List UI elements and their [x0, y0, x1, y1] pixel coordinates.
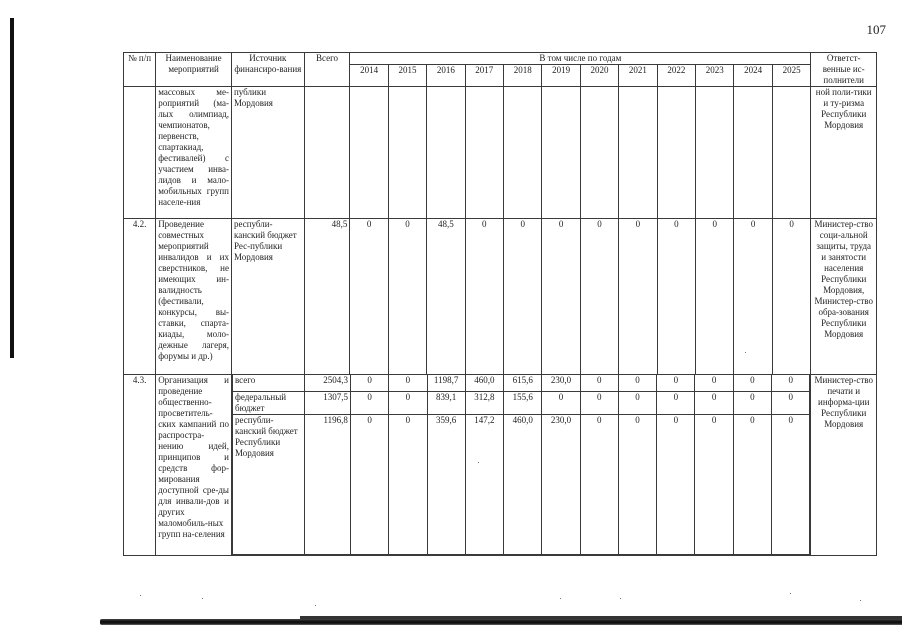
subrow-value: 0 — [542, 391, 580, 414]
subrow — [232, 414, 809, 554]
subrow-value: 147,2 — [465, 414, 503, 554]
row-value: 0 — [772, 219, 811, 375]
subrow-source: всего — [232, 375, 304, 391]
subrow-value: 0 — [772, 414, 810, 554]
subrow-value: 0 — [657, 391, 695, 414]
header-year: 2024 — [734, 65, 772, 87]
row-value: 0 — [542, 219, 580, 375]
scan-speck — [560, 598, 561, 599]
row-value — [580, 87, 618, 219]
header-year: 2021 — [619, 65, 657, 87]
header-source: Источник финансиро-вания — [231, 53, 304, 87]
header-by-years: В том числе по годам — [350, 53, 811, 65]
subrow-value: 359,6 — [427, 414, 465, 554]
row-value — [542, 87, 580, 219]
header-year: 2020 — [580, 65, 618, 87]
subrow-value: 460,0 — [465, 375, 503, 391]
subrow-value: 230,0 — [542, 414, 580, 554]
header-name: Наименование мероприятий — [156, 53, 232, 87]
subrow — [232, 375, 809, 391]
subrow-value: 0 — [733, 391, 771, 414]
subrow-value: 155,6 — [504, 391, 542, 414]
subrow — [232, 391, 809, 414]
scan-edge-mark — [100, 619, 902, 625]
page-number: 107 — [866, 22, 886, 37]
header-responsible: Ответст-венные ис-полнители — [811, 53, 877, 87]
subrow-total: 1196,8 — [305, 414, 351, 554]
row-value — [465, 87, 503, 219]
table-row — [124, 219, 877, 375]
table-row — [124, 87, 877, 219]
subrow-value: 0 — [350, 414, 388, 554]
scan-speck — [745, 352, 746, 353]
header-num: № п/п — [124, 53, 156, 87]
subrow-total: 1307,5 — [305, 391, 351, 414]
row-num: 4.3. — [124, 375, 156, 556]
row-responsible: ной поли-тики и ту-ризма Республики Мордовия — [811, 87, 877, 219]
row-value — [503, 87, 541, 219]
row-value — [388, 87, 426, 219]
scan-speck — [478, 462, 479, 463]
subrow-value: 0 — [580, 391, 618, 414]
row-num — [124, 87, 156, 219]
subrow-value: 1198,7 — [427, 375, 465, 391]
row-value — [734, 87, 772, 219]
subrow-source: федеральный бюджет — [232, 391, 304, 414]
table-row — [124, 375, 877, 556]
financing-table — [123, 52, 877, 556]
subrow-value: 615,6 — [504, 375, 542, 391]
subrow-value: 0 — [618, 375, 656, 391]
row-num: 4.2. — [124, 219, 156, 375]
subrow-value: 839,1 — [427, 391, 465, 414]
subrow-value: 0 — [580, 414, 618, 554]
subrow-value: 0 — [657, 375, 695, 391]
subrow-value: 0 — [695, 375, 733, 391]
header-year: 2017 — [465, 65, 503, 87]
row-value — [619, 87, 657, 219]
row-value: 0 — [580, 219, 618, 375]
header-year: 2016 — [427, 65, 465, 87]
scan-speck — [140, 595, 141, 596]
row-value: 0 — [619, 219, 657, 375]
subrows-table — [232, 375, 810, 555]
subrow-value: 0 — [389, 375, 427, 391]
row-value — [657, 87, 695, 219]
subrow-value: 0 — [580, 375, 618, 391]
scan-speck — [202, 598, 203, 599]
subrow-value: 0 — [618, 391, 656, 414]
subrow-value: 0 — [772, 391, 810, 414]
scan-speck — [315, 605, 316, 606]
row-name: массовых ме-роприятий (ма-лых олимпиад, чемпионатов, первенств, спартакиад, фестивалей) с участием инва-лидов и мало-мобильных групп населе-ния — [156, 87, 232, 219]
row-value — [772, 87, 811, 219]
header-year: 2025 — [772, 65, 811, 87]
subrow-value: 0 — [350, 391, 388, 414]
row-source: республи-канский бюджет Рес-публики Мордовия — [231, 219, 304, 375]
scan-edge-mark — [10, 18, 14, 358]
row-total — [304, 87, 350, 219]
subrow-value: 460,0 — [504, 414, 542, 554]
header-year: 2014 — [350, 65, 388, 87]
row-responsible: Министер-ство соци-альной защиты, труда и занятости населения Республики Мордовия, Министер-ство обра-зования Республики Мордовия — [811, 219, 877, 375]
subrow-value: 0 — [733, 375, 771, 391]
row-total: 48,5 — [304, 219, 350, 375]
subrow-value: 0 — [772, 375, 810, 391]
header-total: Всего — [304, 53, 350, 87]
subrows-block — [231, 375, 810, 556]
row-value: 0 — [350, 219, 388, 375]
header-year: 2022 — [657, 65, 695, 87]
subrow-value: 0 — [618, 414, 656, 554]
row-value — [350, 87, 388, 219]
row-value: 0 — [696, 219, 734, 375]
row-value: 0 — [503, 219, 541, 375]
header-year: 2018 — [503, 65, 541, 87]
subrow-value: 0 — [350, 375, 388, 391]
row-name: Организация и проведение общественно-просветитель-ских кампаний по распростра-нению идей, принципов и средств фор-мирования доступной сре-ды для инвали-дов и других маломобиль-ных групп на-селения — [156, 375, 232, 556]
row-source: публики Мордовия — [231, 87, 304, 219]
row-value: 0 — [388, 219, 426, 375]
subrow-value: 0 — [657, 414, 695, 554]
header-year: 2023 — [696, 65, 734, 87]
subrow-value: 0 — [733, 414, 771, 554]
scan-speck — [790, 593, 791, 594]
header-row — [124, 53, 877, 65]
row-value: 0 — [734, 219, 772, 375]
row-value: 0 — [465, 219, 503, 375]
header-year: 2019 — [542, 65, 580, 87]
subrow-source: республи-канский бюджет Республики Мордовия — [232, 414, 304, 554]
row-name: Проведение совместных мероприятий инвалидов и их сверстников, не имеющих ин-валидность (фестивали, конкурсы, вы-ставки, спарта-киады, моло-дежные лагеря, форумы и др.) — [156, 219, 232, 375]
scan-speck — [620, 598, 621, 599]
subrow-value: 0 — [695, 391, 733, 414]
scan-speck — [860, 600, 861, 601]
subrow-value: 0 — [389, 414, 427, 554]
subrow-value: 0 — [695, 414, 733, 554]
subrow-value: 312,8 — [465, 391, 503, 414]
row-value — [427, 87, 465, 219]
row-value — [696, 87, 734, 219]
subrow-value: 0 — [389, 391, 427, 414]
row-value: 0 — [657, 219, 695, 375]
subrow-total: 2504,3 — [305, 375, 351, 391]
row-value: 48,5 — [427, 219, 465, 375]
subrow-value: 230,0 — [542, 375, 580, 391]
row-responsible: Министер-ство печати и информа-ции Республики Мордовия — [811, 375, 877, 556]
header-year: 2015 — [388, 65, 426, 87]
